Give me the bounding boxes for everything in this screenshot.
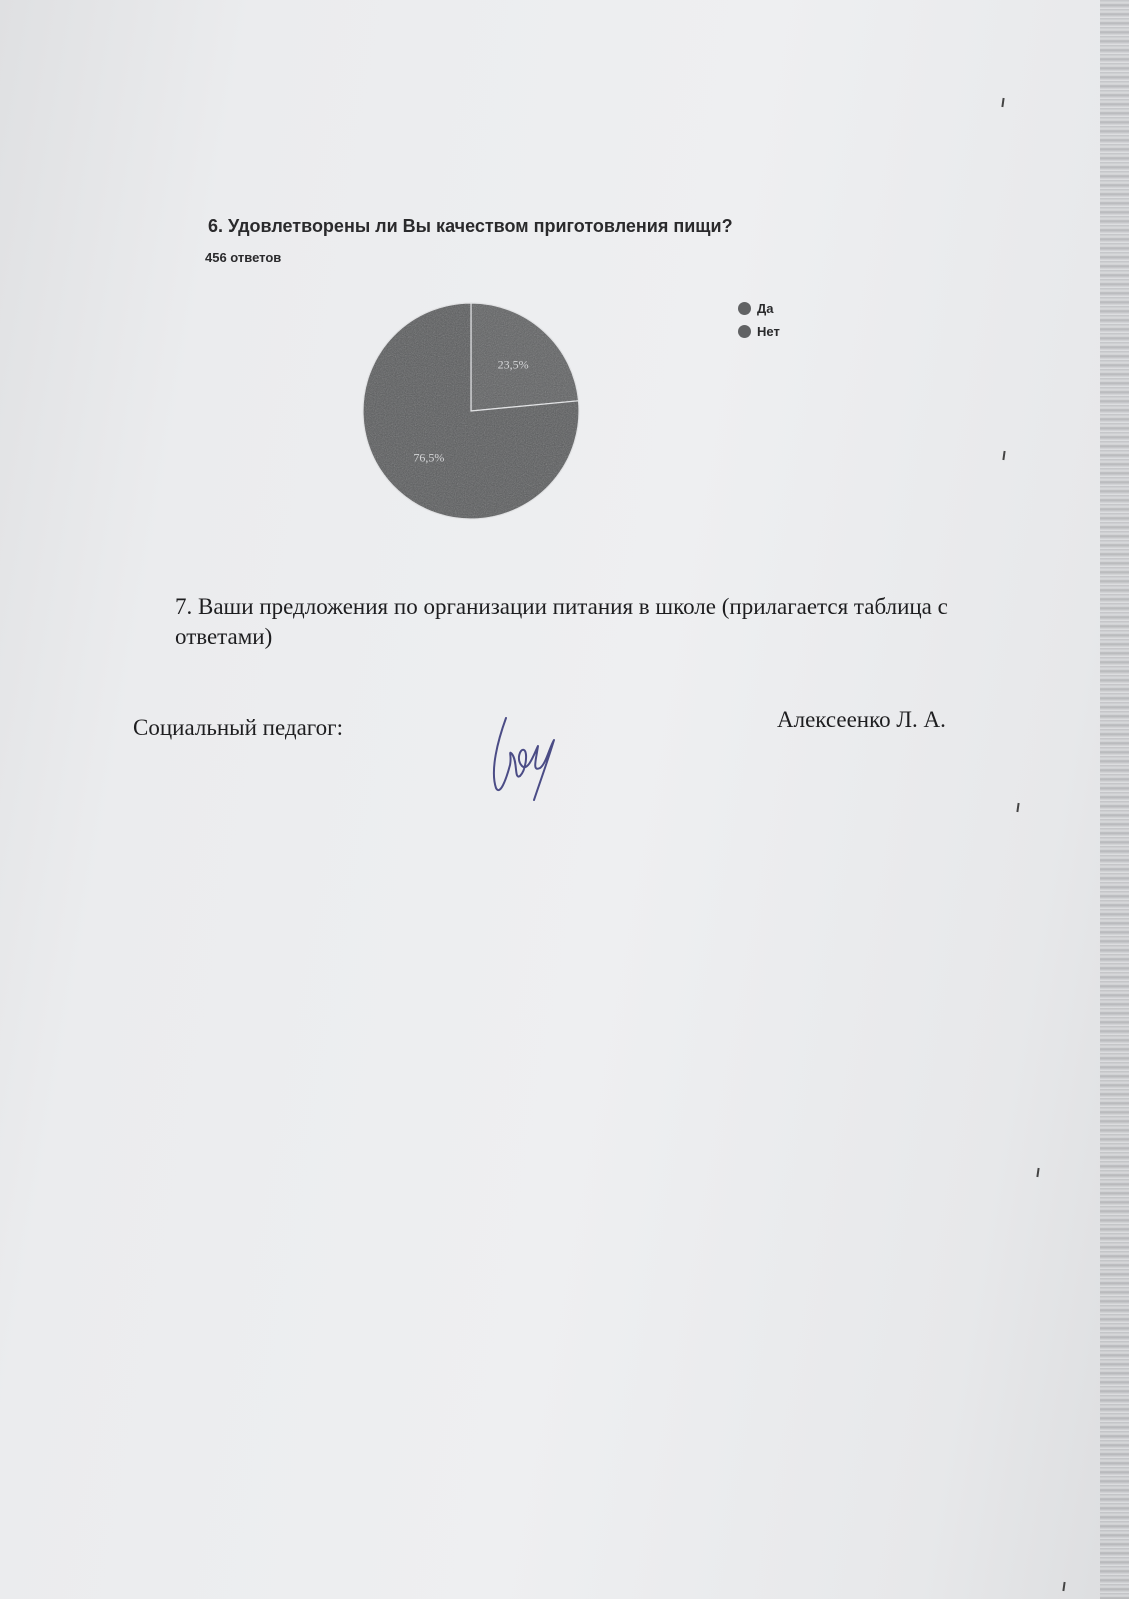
scan-speck xyxy=(1062,1582,1065,1591)
signature-image xyxy=(488,710,578,805)
paper-edge xyxy=(1100,0,1129,1599)
question-6-title: 6. Удовлетворены ли Вы качеством приготовления пищи? xyxy=(208,216,733,236)
pie-label-no: 23,5% xyxy=(497,357,529,372)
signature-role: Социальный педагог: xyxy=(133,715,343,740)
scan-speck xyxy=(1002,451,1005,460)
legend-item-no xyxy=(738,320,780,343)
legend-label-yes: Да xyxy=(757,301,774,316)
pie-chart xyxy=(361,301,581,521)
scan-speck xyxy=(1016,803,1019,812)
legend-item-yes xyxy=(738,297,780,320)
legend-label-no: Нет xyxy=(757,324,780,339)
legend-dot-icon xyxy=(738,302,751,315)
legend-dot-icon xyxy=(738,325,751,338)
question-7-text: 7. Ваши предложения по организации питания в школе (прилагается таблица с ответами) xyxy=(175,594,948,649)
chart-legend xyxy=(738,297,780,343)
scan-speck xyxy=(1036,1168,1039,1177)
response-count: 456 ответов xyxy=(205,250,282,265)
pie-label-yes: 76,5% xyxy=(413,450,445,465)
signatory-name: Алексеенко Л. А. xyxy=(777,707,946,732)
scan-speck xyxy=(1001,98,1004,107)
